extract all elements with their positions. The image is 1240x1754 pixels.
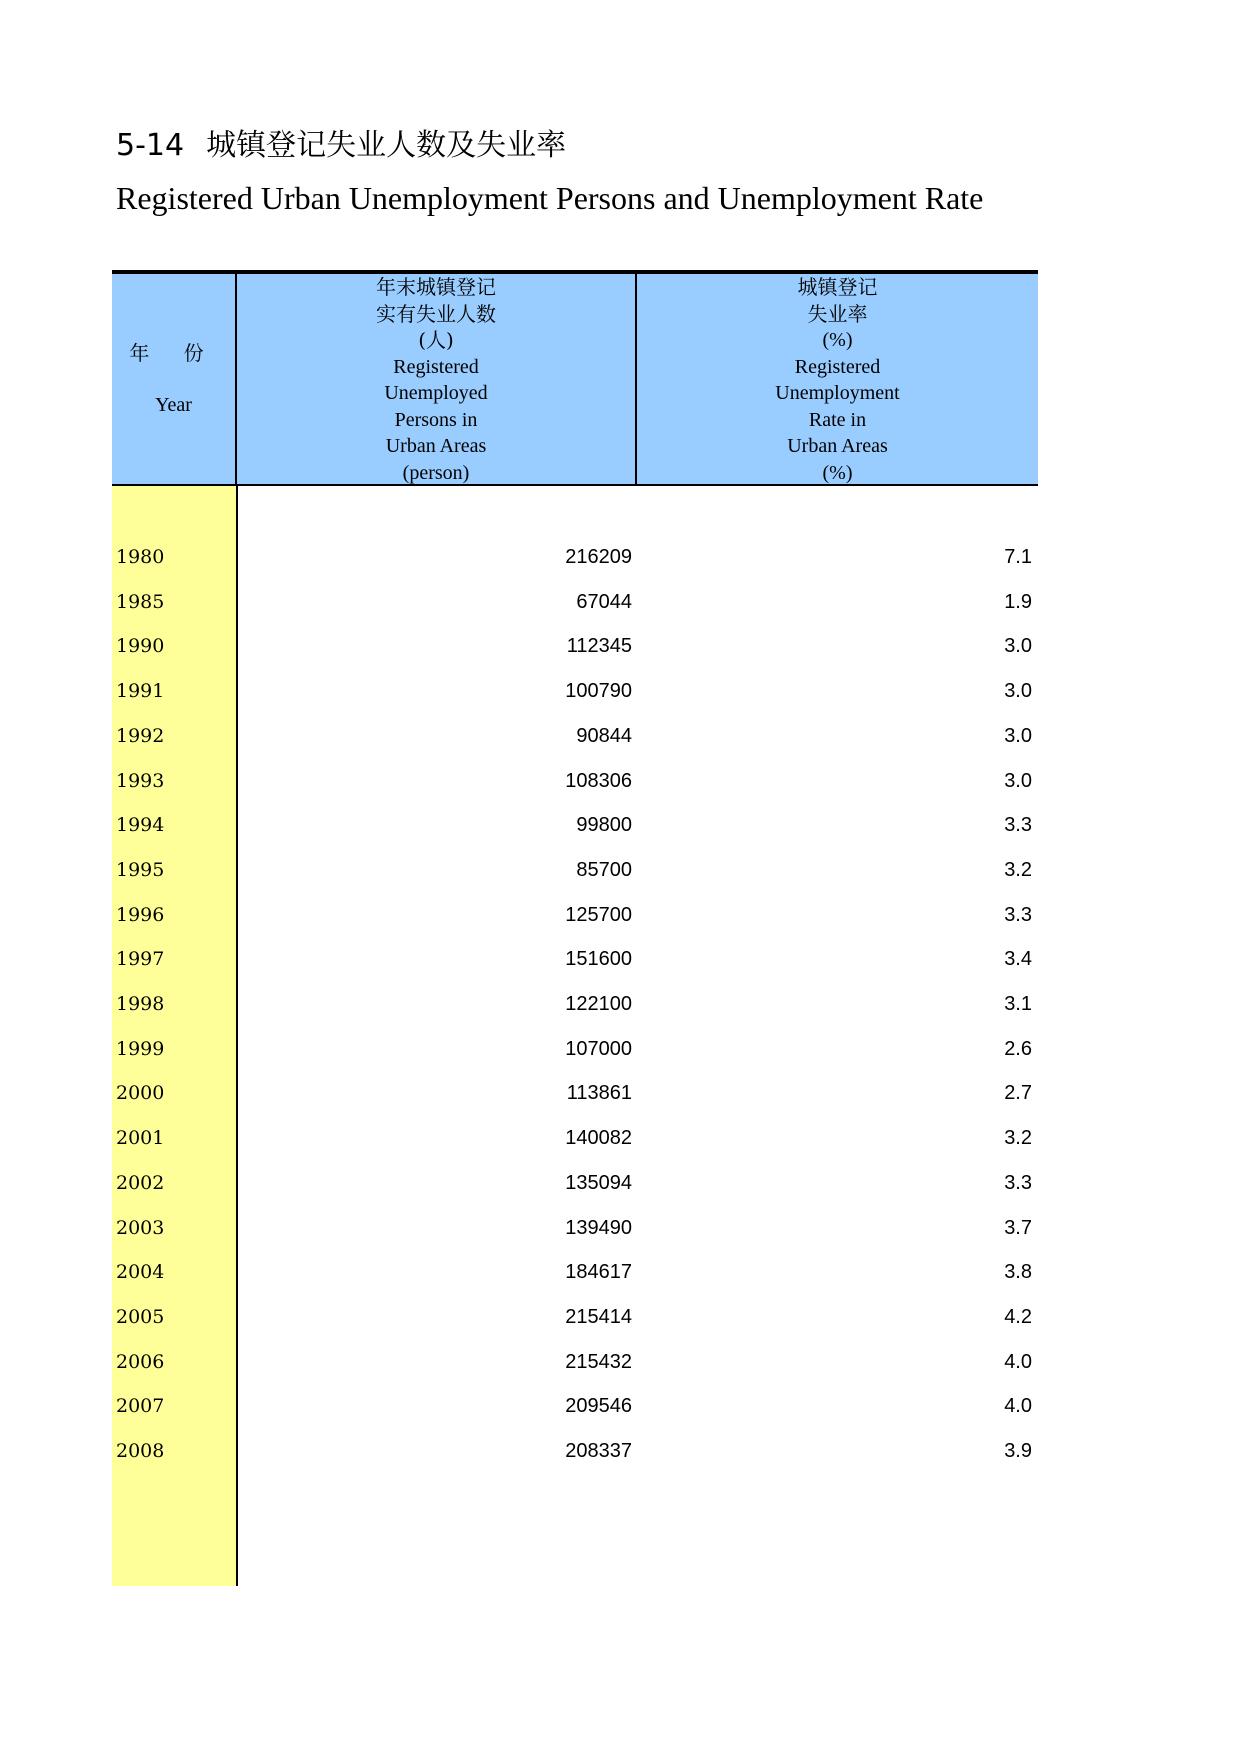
cell-year: 1980 — [116, 546, 165, 568]
table-row — [112, 666, 1038, 716]
cell-unemployed-persons: 107000 — [565, 1037, 632, 1060]
header-persons-line: (person) — [402, 461, 470, 484]
table-number: 5-14 — [116, 128, 185, 163]
cell-unemployed-persons: 90844 — [576, 724, 632, 747]
header-persons-line: (人) — [418, 328, 454, 352]
cell-unemployment-rate: 3.3 — [1004, 903, 1032, 926]
cell-year: 1990 — [116, 635, 165, 658]
cell-year: 1994 — [116, 814, 165, 837]
cell-year: 2000 — [116, 1082, 165, 1105]
cell-year: 1985 — [116, 590, 165, 613]
cell-year: 1998 — [116, 993, 165, 1015]
cell-unemployed-persons: 112345 — [566, 635, 632, 658]
page-title-cn — [116, 126, 566, 166]
cell-unemployment-rate: 4.0 — [1004, 1350, 1032, 1373]
table-row — [112, 1337, 1038, 1387]
cell-unemployed-persons: 139490 — [565, 1216, 632, 1239]
cell-unemployment-rate: 3.0 — [1004, 769, 1032, 792]
cell-year: 1992 — [116, 724, 165, 747]
cell-year: 2008 — [116, 1440, 165, 1462]
table-row — [112, 621, 1038, 671]
cell-unemployed-persons: 67044 — [576, 590, 632, 613]
cell-year: 2003 — [116, 1216, 165, 1239]
table-row — [112, 1381, 1038, 1431]
cell-unemployed-persons: 85700 — [576, 858, 632, 881]
cell-unemployment-rate: 3.8 — [1004, 1261, 1032, 1284]
cell-unemployment-rate: 3.0 — [1004, 724, 1032, 747]
cell-year: 2002 — [116, 1171, 165, 1194]
cell-year: 1996 — [116, 903, 165, 926]
header-persons-line: 实有失业人数 — [376, 301, 496, 326]
table-row — [112, 890, 1038, 940]
table-row — [112, 1247, 1038, 1297]
header-persons-line: Registered — [393, 355, 479, 378]
cell-unemployed-persons: 184617 — [565, 1261, 632, 1284]
cell-year: 1991 — [116, 680, 165, 703]
header-rate-line: (%) — [822, 461, 853, 484]
table-body — [112, 486, 1038, 1586]
cell-unemployment-rate: 3.0 — [1004, 635, 1032, 658]
cell-unemployed-persons: 215432 — [565, 1350, 632, 1373]
cell-unemployment-rate: 2.7 — [1004, 1082, 1032, 1105]
header-persons — [237, 274, 637, 484]
cell-unemployed-persons: 135094 — [565, 1171, 632, 1194]
header-rate-line: Unemployment — [775, 382, 900, 404]
cell-unemployed-persons: 140082 — [565, 1127, 632, 1150]
cell-year: 1993 — [116, 769, 165, 792]
cell-year: 1995 — [116, 858, 165, 881]
header-year-cn: 年 份 — [129, 340, 218, 365]
table-row — [112, 934, 1038, 984]
cell-year: 2004 — [116, 1261, 165, 1284]
table-row — [112, 1426, 1038, 1476]
header-persons-line: Persons in — [394, 408, 478, 431]
cell-unemployment-rate: 7.1 — [1004, 546, 1032, 568]
header-rate-line: (%) — [822, 329, 853, 351]
cell-unemployment-rate: 3.9 — [1004, 1440, 1032, 1462]
cell-unemployed-persons: 122100 — [565, 993, 632, 1015]
cell-year: 2001 — [116, 1127, 165, 1150]
header-year — [112, 274, 237, 484]
cell-year: 2006 — [116, 1350, 165, 1373]
cell-year: 2007 — [116, 1395, 165, 1418]
cell-year: 1999 — [116, 1037, 165, 1060]
cell-unemployment-rate: 3.7 — [1004, 1216, 1032, 1239]
cell-year: 2005 — [116, 1305, 165, 1328]
cell-unemployment-rate: 3.2 — [1004, 1127, 1032, 1150]
cell-unemployed-persons: 216209 — [565, 546, 632, 568]
header-rate-line: 城镇登记 — [797, 275, 878, 299]
cell-unemployed-persons: 99800 — [576, 814, 632, 837]
table-row — [112, 845, 1038, 895]
cell-unemployment-rate: 3.3 — [1004, 814, 1032, 837]
table-row — [112, 800, 1038, 850]
table-row — [112, 1068, 1038, 1118]
cell-unemployment-rate: 3.0 — [1004, 680, 1032, 703]
header-persons-line: 年末城镇登记 — [376, 275, 496, 299]
cell-unemployment-rate: 4.0 — [1004, 1395, 1032, 1418]
table-row — [112, 1024, 1038, 1074]
cell-unemployed-persons: 108306 — [565, 769, 632, 792]
cell-unemployed-persons: 209546 — [565, 1395, 632, 1418]
cell-unemployment-rate: 3.3 — [1004, 1171, 1032, 1194]
table-row — [112, 577, 1038, 627]
cell-unemployment-rate: 3.4 — [1004, 948, 1032, 971]
table-row — [112, 711, 1038, 761]
title-chinese: 城镇登记失业人数及失业率 — [206, 128, 567, 163]
page-title-en: Registered Urban Unemployment Persons and Unemployment Rate — [116, 180, 984, 216]
table-row — [112, 1158, 1038, 1208]
cell-unemployment-rate: 4.2 — [1004, 1305, 1032, 1328]
cell-unemployment-rate: 3.1 — [1004, 993, 1032, 1015]
cell-unemployed-persons: 125700 — [565, 903, 632, 926]
cell-unemployed-persons: 100790 — [565, 680, 632, 703]
table-header — [112, 274, 1038, 486]
header-persons-line: Unemployed — [384, 382, 488, 404]
table-row — [112, 979, 1038, 1029]
cell-unemployment-rate: 3.2 — [1004, 858, 1032, 881]
header-rate-line: Rate in — [808, 408, 867, 431]
cell-unemployed-persons: 113861 — [566, 1082, 632, 1105]
cell-unemployment-rate: 1.9 — [1004, 590, 1032, 613]
header-rate-line: 失业率 — [807, 301, 868, 326]
header-persons-line: Urban Areas — [385, 435, 487, 457]
header-rate-line: Registered — [794, 355, 881, 378]
table-row — [112, 532, 1038, 582]
header-year-en: Year — [155, 394, 192, 416]
header-rate — [637, 274, 1038, 484]
header-rate-line: Urban Areas — [787, 435, 888, 457]
cell-unemployed-persons: 215414 — [565, 1305, 632, 1328]
cell-unemployed-persons: 151600 — [565, 948, 632, 971]
cell-unemployment-rate: 2.6 — [1004, 1037, 1032, 1060]
table-row — [112, 756, 1038, 806]
cell-year: 1997 — [116, 948, 165, 971]
cell-unemployed-persons: 208337 — [565, 1440, 632, 1462]
table-row — [112, 1292, 1038, 1342]
table-row — [112, 1203, 1038, 1253]
table-row — [112, 1113, 1038, 1163]
